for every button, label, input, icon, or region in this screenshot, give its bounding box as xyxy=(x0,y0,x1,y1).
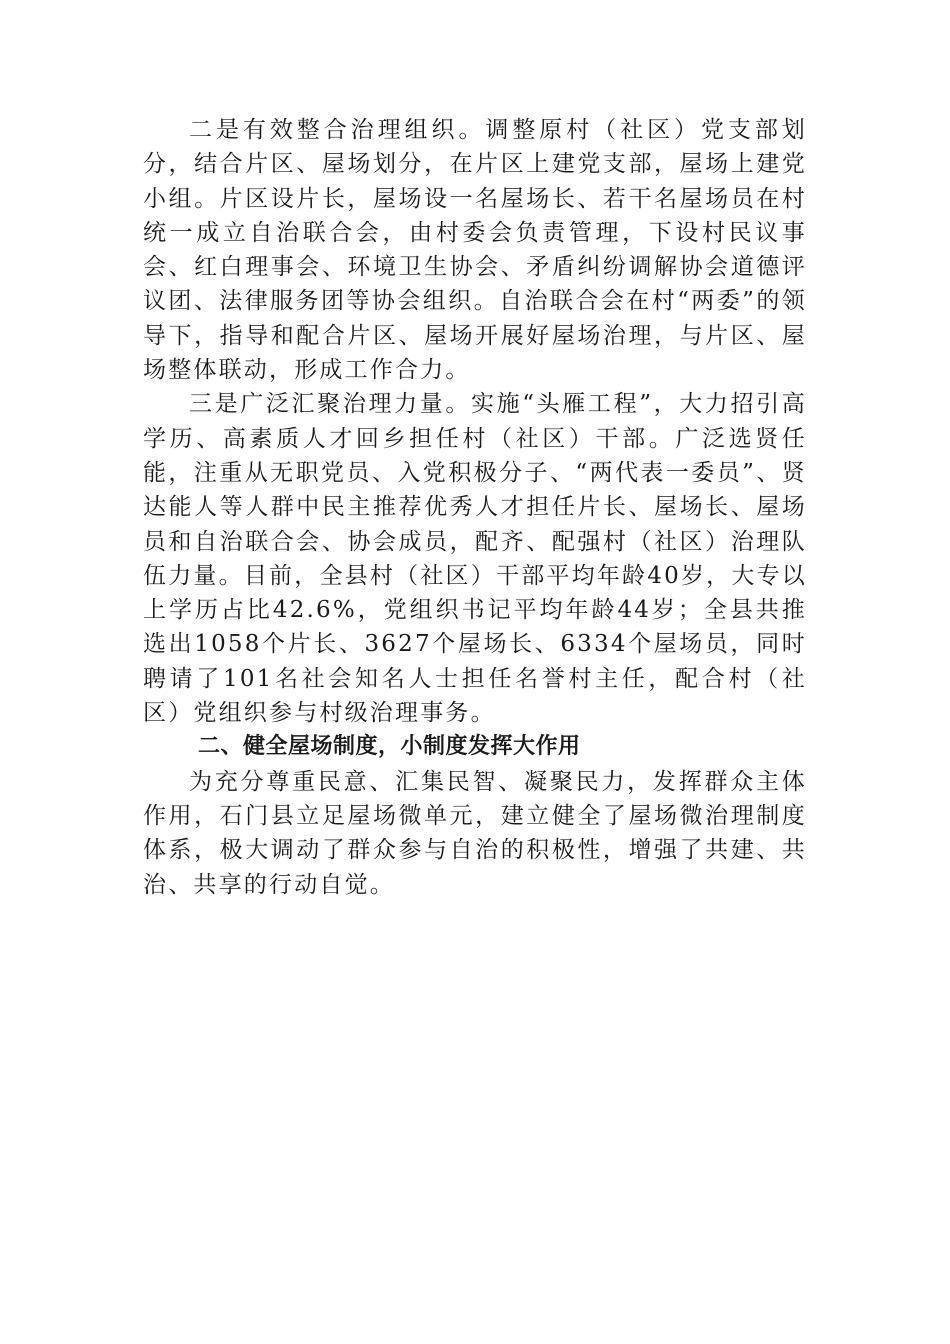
paragraph-organization: 二是有效整合治理组织。调整原村（社区）党支部划分，结合片区、屋场划分，在片区上建党支部，屋场上建党小组。片区设片长，屋场设一名屋场长、若干名屋场员在村统一成立自治联合会，由村委会负责管理，下设村民议事会、红白理事会、环境卫生协会、矛盾纠纷调解协会道德评议团、法律服务团等协会组织。自治联合会在村“两委”的领导下，指导和配合片区、屋场开展好屋场治理，与片区、屋场整体联动，形成工作合力。 xyxy=(143,117,807,384)
section-heading: 二、健全屋场制度，小制度发挥大作用 xyxy=(198,734,581,760)
paragraph-governance-force: 三是广泛汇聚治理力量。实施“头雁工程”，大力招引高学历、高素质人才回乡担任村（社区）干部。广泛选贤任能，注重从无职党员、入党积极分子、“两代表一委员”、贤达能人等人群中民主推荐优秀人才担任片长、屋场长、屋场员和自治联合会、协会成员，配齐、配强村（社区）治理队伍力量。目前，全县村（社区）干部平均年龄40岁，大专以上学历占比42.6%，党组织书记平均年龄44岁；全县共推选出1058个片长、3627个屋场长、6334个屋场员，同时聘请了101名社会知名人士担任名誉村主任，配合村（社区）党组织参与村级治理事务。 xyxy=(143,391,807,727)
document-body xyxy=(143,113,807,902)
paragraph-system-intro: 为充分尊重民意、汇集民智、凝聚民力，发挥群众主体作用，石门县立足屋场微单元，建立健全了屋场微治理制度体系，极大调动了群众参与自治的积极性，增强了共建、共治、共享的行动自觉。 xyxy=(143,768,807,898)
